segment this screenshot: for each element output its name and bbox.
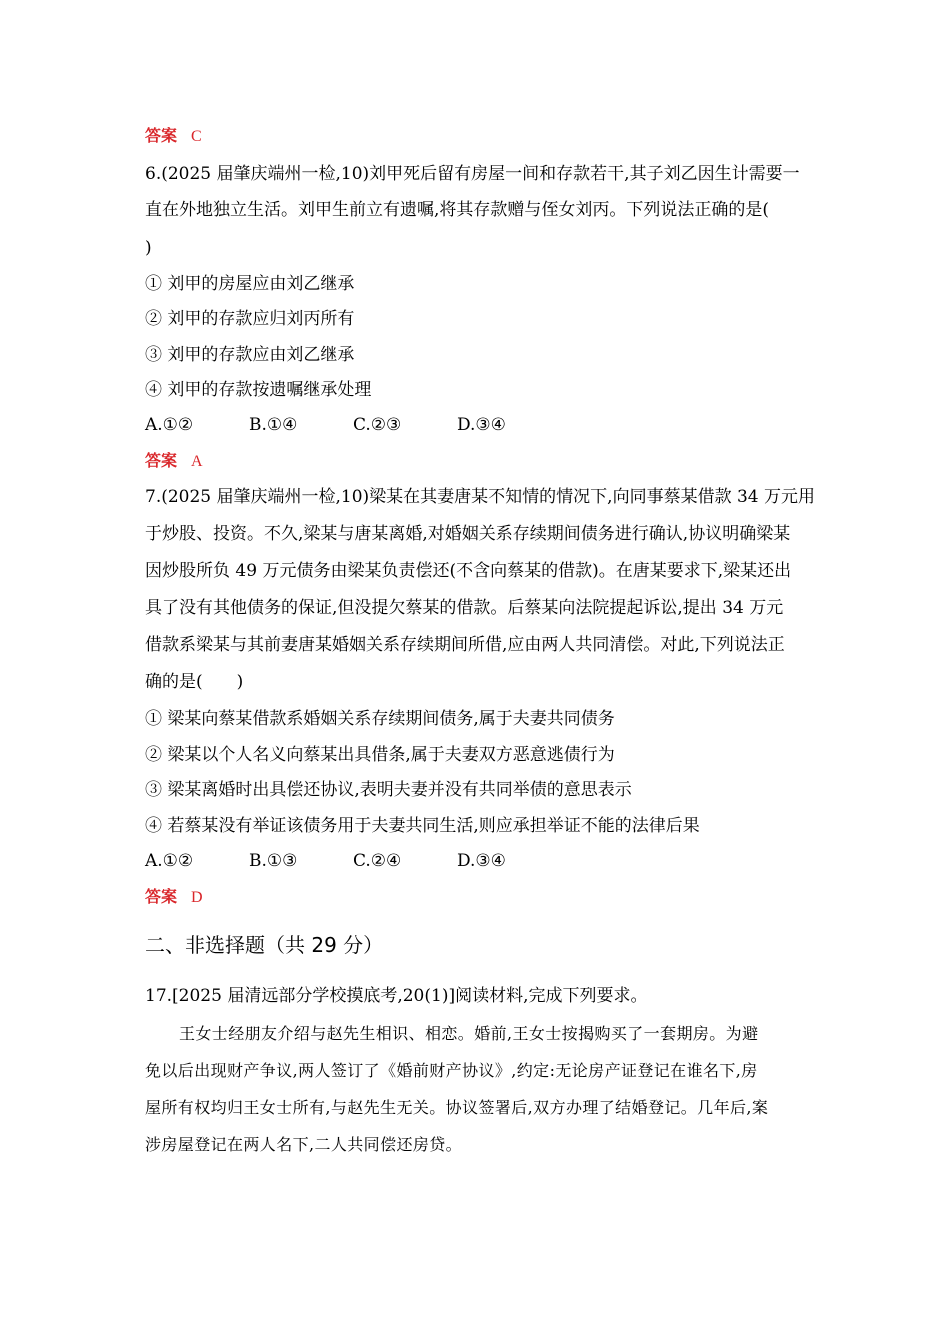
- q6-option-d: D.③④: [457, 415, 506, 435]
- answer-value: C: [191, 128, 202, 145]
- q17-material-line-1: 王女士经朋友介绍与赵先生相识、相恋。婚前,王女士按揭购买了一套期房。为避: [179, 1024, 759, 1043]
- q5-answer: [145, 124, 202, 149]
- q7-option-c: C.②④: [353, 851, 402, 871]
- q6-statement-2: ② 刘甲的存款应归刘丙所有: [145, 309, 355, 329]
- q7-option-b: B.①③: [249, 851, 298, 871]
- q6-options: [145, 413, 561, 437]
- q7-stem-line-1: 7.(2025 届肇庆端州一检,10)梁某在其妻唐某不知情的情况下,向同事蔡某借款 34 万元用: [145, 487, 816, 507]
- q7-option-a: A.①②: [145, 851, 194, 871]
- q6-option-b: B.①④: [249, 415, 298, 435]
- q6-statement-4: ④ 刘甲的存款按遗嘱继承处理: [145, 380, 372, 400]
- q17-stem: 17.[2025 届清远部分学校摸底考,20(1)]阅读材料,完成下列要求。: [145, 986, 648, 1006]
- q7-stem-line-5: 借款系梁某与其前妻唐某婚姻关系存续期间所借,应由两人共同清偿。对此,下列说法正: [145, 635, 785, 655]
- q7-statement-1: ① 梁某向蔡某借款系婚姻关系存续期间债务,属于夫妻共同债务: [145, 709, 615, 729]
- q7-stem-line-6: 确的是( ): [145, 672, 244, 692]
- q7-statement-3: ③ 梁某离婚时出具偿还协议,表明夫妻并没有共同举债的意思表示: [145, 780, 632, 800]
- answer-value: D: [191, 889, 203, 906]
- q7-stem-line-4: 具了没有其他债务的保证,但没提欠蔡某的借款。后蔡某向法院提起诉讼,提出 34 万元: [145, 598, 784, 618]
- q7-answer: [145, 885, 203, 910]
- q6-option-c: C.②③: [353, 415, 402, 435]
- q7-stem-line-2: 于炒股、投资。不久,梁某与唐某离婚,对婚姻关系存续期间债务进行确认,协议明确梁某: [145, 524, 791, 544]
- q6-stem-line-3: ): [145, 238, 152, 258]
- q17-material-line-4: 涉房屋登记在两人名下,二人共同偿还房贷。: [145, 1135, 463, 1154]
- q6-option-a: A.①②: [145, 415, 194, 435]
- answer-label: 答案: [145, 126, 178, 145]
- q17-material-line-3: 屋所有权均归王女士所有,与赵先生无关。协议签署后,双方办理了结婚登记。几年后,案: [145, 1098, 769, 1117]
- q7-statement-2: ② 梁某以个人名义向蔡某出具借条,属于夫妻双方恶意逃债行为: [145, 745, 615, 765]
- q6-stem-line-2: 直在外地独立生活。刘甲生前立有遗嘱,将其存款赠与侄女刘丙。下列说法正确的是(: [145, 200, 770, 220]
- q6-statement-1: ① 刘甲的房屋应由刘乙继承: [145, 274, 355, 294]
- q17-material-line-2: 免以后出现财产争议,两人签订了《婚前财产协议》,约定:无论房产证登记在谁名下,房: [145, 1061, 758, 1080]
- q7-options: [145, 849, 561, 873]
- q6-answer: [145, 449, 203, 474]
- q7-stem-line-3: 因炒股所负 49 万元债务由梁某负责偿还(不含向蔡某的借款)。在唐某要求下,梁某还出: [145, 561, 792, 581]
- answer-label: 答案: [145, 887, 178, 906]
- q6-statement-3: ③ 刘甲的存款应由刘乙继承: [145, 345, 355, 365]
- q7-statement-4: ④ 若蔡某没有举证该债务用于夫妻共同生活,则应承担举证不能的法律后果: [145, 816, 700, 836]
- answer-value: A: [191, 453, 203, 470]
- answer-label: 答案: [145, 451, 178, 470]
- q6-stem-line-1: 6.(2025 届肇庆端州一检,10)刘甲死后留有房屋一间和存款若干,其子刘乙因生计需要一: [145, 164, 800, 184]
- section-title: 二、非选择题（共 29 分）: [145, 933, 384, 957]
- q7-option-d: D.③④: [457, 851, 506, 871]
